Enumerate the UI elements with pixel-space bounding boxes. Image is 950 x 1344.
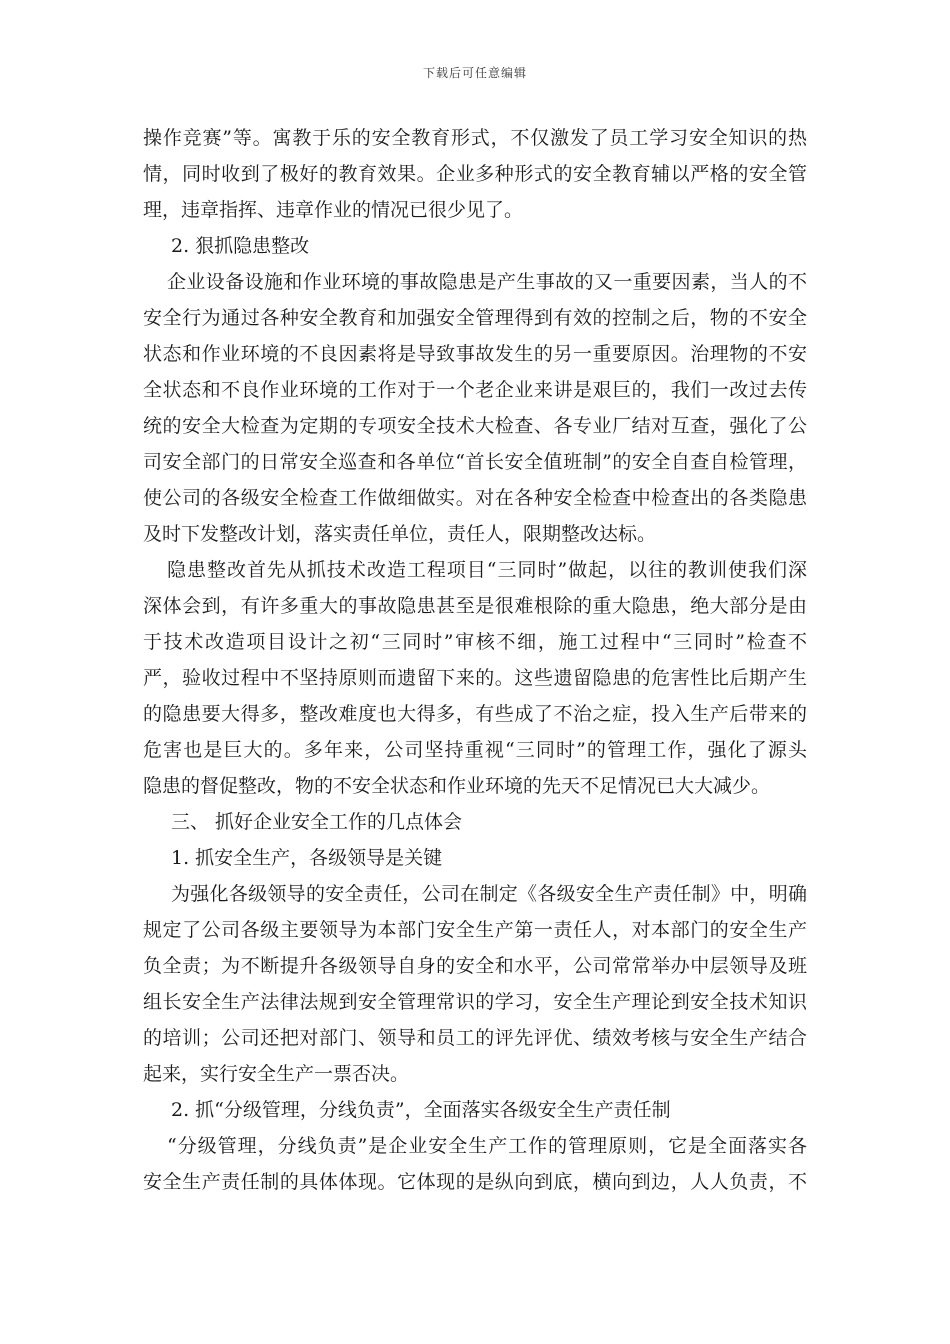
text-line: 的隐患要大得多，整改难度也大得多，有些成了不治之症，投入生产后带来的 bbox=[143, 703, 807, 725]
text-line: 全状态和不良作业环境的工作对于一个老企业来讲是艰巨的，我们一改过去传 bbox=[143, 379, 807, 401]
text-line: 隐患的督促整改，物的不安全状态和作业环境的先天不足情况已大大减少。 bbox=[143, 775, 771, 797]
text-line: 安全行为通过各种安全教育和加强安全管理得到有效的控制之后，物的不安全 bbox=[143, 307, 807, 329]
text-line: 的培训；公司还把对部门、领导和员工的评先评优、绩效考核与安全生产结合 bbox=[143, 1027, 807, 1049]
text-line: 企业设备设施和作业环境的事故隐患是产生事故的又一重要因素，当人的不 bbox=[167, 271, 807, 293]
section-heading: 2. 抓“分级管理，分线负责”，全面落实各级安全生产责任制 bbox=[171, 1099, 671, 1121]
text-line: 负全责；为不断提升各级领导自身的安全和水平，公司常常举办中层领导及班 bbox=[143, 955, 807, 977]
section-heading: 2. 狠抓隐患整改 bbox=[171, 235, 310, 257]
text-line: 危害也是巨大的。多年来，公司坚持重视“三同时”的管理工作，强化了源头 bbox=[143, 739, 807, 761]
text-line: 司安全部门的日常安全巡查和各单位“首长安全值班制”的安全自查自检管理， bbox=[143, 451, 807, 473]
text-line: “分级管理，分线负责”是企业安全生产工作的管理原则，它是全面落实各 bbox=[167, 1135, 807, 1157]
text-line: 于技术改造项目设计之初“三同时”审核不细，施工过程中“三同时”检查不 bbox=[143, 631, 807, 653]
text-line: 状态和作业环境的不良因素将是导致事故发生的另一重要原因。治理物的不安 bbox=[143, 343, 807, 365]
text-line: 及时下发整改计划，落实责任单位，责任人，限期整改达标。 bbox=[143, 523, 657, 545]
text-line: 严，验收过程中不坚持原则而遗留下来的。这些遗留隐患的危害性比后期产生 bbox=[143, 667, 807, 689]
text-line: 统的安全大检查为定期的专项安全技术大检查、各专业厂结对互查，强化了公 bbox=[143, 415, 807, 437]
text-line: 情，同时收到了极好的教育效果。企业多种形式的安全教育辅以严格的安全管 bbox=[143, 163, 807, 185]
text-line: 组长安全生产法律法规到安全管理常识的学习，安全生产理论到安全技术知识 bbox=[143, 991, 807, 1013]
text-line: 使公司的各级安全检查工作做细做实。对在各种安全检查中检查出的各类隐患 bbox=[143, 487, 807, 509]
text-line: 为强化各级领导的安全责任，公司在制定《各级安全生产责任制》中，明确 bbox=[171, 883, 807, 905]
text-line: 深体会到，有许多重大的事故隐患甚至是很难根除的重大隐患，绝大部分是由 bbox=[143, 595, 807, 617]
text-line: 安全生产责任制的具体体现。它体现的是纵向到底，横向到边，人人负责，不 bbox=[143, 1171, 807, 1193]
text-line: 起来，实行安全生产一票否决。 bbox=[143, 1063, 410, 1085]
section-heading: 1. 抓安全生产，各级领导是关键 bbox=[171, 847, 443, 869]
document-body bbox=[143, 120, 807, 1200]
text-line: 理，违章指挥、违章作业的情况已很少见了。 bbox=[143, 199, 524, 221]
text-line: 隐患整改首先从抓技术改造工程项目“三同时”做起，以往的教训使我们深 bbox=[167, 559, 807, 581]
text-line: 操作竞赛”等。寓教于乐的安全教育形式，不仅激发了员工学习安全知识的热 bbox=[143, 127, 807, 149]
section-heading: 三、 抓好企业安全工作的几点体会 bbox=[171, 811, 463, 833]
text-line: 规定了公司各级主要领导为本部门安全生产第一责任人，对本部门的安全生产 bbox=[143, 919, 807, 941]
page-header: 下载后可任意编辑 bbox=[422, 66, 527, 80]
